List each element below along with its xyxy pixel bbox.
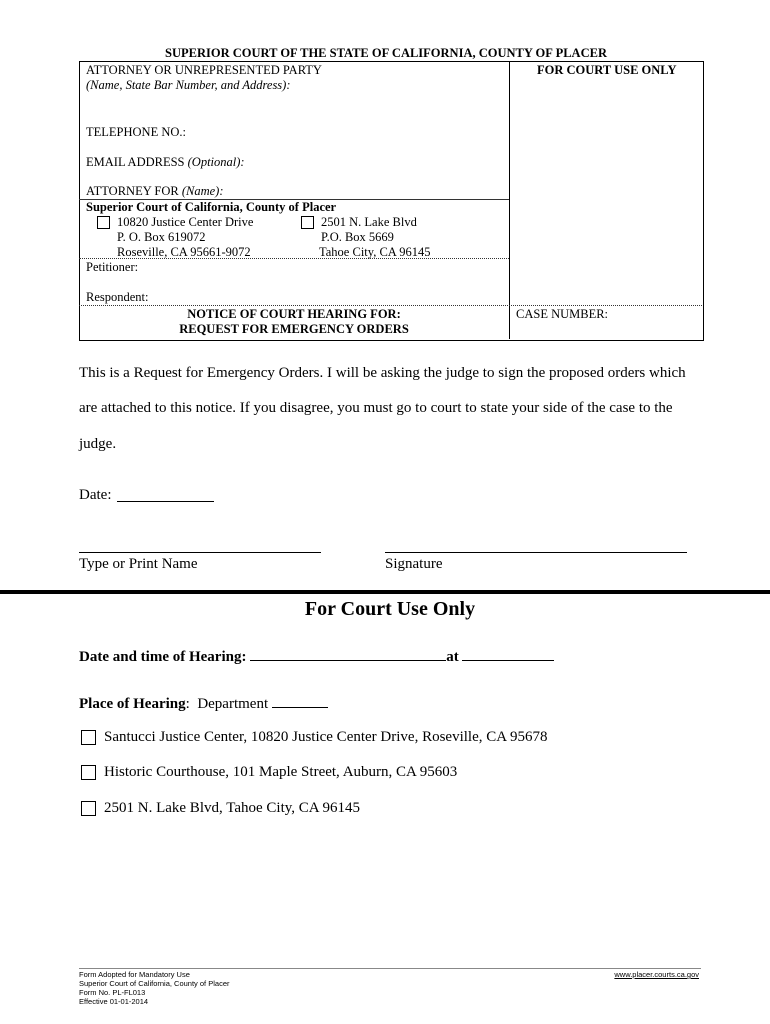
website-link[interactable]: www.placer.courts.ca.gov — [614, 970, 699, 979]
signature-label: Signature — [385, 556, 443, 572]
loc2-line: 2501 N. Lake Blvd — [321, 215, 417, 229]
loc1-line: Roseville, CA 95661-9072 — [117, 245, 251, 259]
section-divider — [0, 590, 770, 594]
divider — [79, 305, 702, 306]
court-use-label: FOR COURT USE ONLY — [537, 63, 677, 77]
case-number-label: CASE NUMBER: — [516, 307, 609, 321]
loc1-line: P. O. Box 619072 — [117, 230, 206, 244]
hearing-time-field[interactable] — [462, 646, 554, 661]
court-section-title: For Court Use Only — [304, 598, 476, 620]
print-name-label: Type or Print Name — [79, 556, 198, 572]
divider — [509, 61, 510, 339]
attorney-for-label: ATTORNEY FOR (Name): — [86, 184, 224, 198]
checkbox-auburn[interactable] — [81, 765, 96, 780]
notice-title: REQUEST FOR EMERGENCY ORDERS — [179, 322, 409, 336]
petitioner-label: Petitioner: — [86, 260, 139, 274]
body-text: are attached to this notice. If you disagree, you must go to court to state your side of the case to the — [79, 400, 673, 416]
footer-rule — [79, 968, 701, 969]
checkbox-tahoe[interactable] — [301, 216, 314, 229]
location-option: 2501 N. Lake Blvd, Tahoe City, CA 96145 — [104, 800, 361, 816]
attorney-label: ATTORNEY OR UNREPRESENTED PARTY — [86, 63, 322, 77]
location-option: Santucci Justice Center, 10820 Justice Center Drive, Roseville, CA 95678 — [104, 729, 548, 745]
date-label: Date: — [79, 487, 112, 503]
footer-info: Form Adopted for Mandatory Use Superior Court of California, County of Placer Form No. PL-FL013 Effective 01-01-2014 — [79, 970, 230, 1006]
court-name: Superior Court of California, County of Placer — [86, 200, 337, 214]
loc2-line: P.O. Box 5669 — [321, 230, 394, 244]
checkbox-santucci[interactable] — [81, 730, 96, 745]
loc2-line: Tahoe City, CA 96145 — [319, 245, 431, 259]
attorney-sub: (Name, State Bar Number, and Address): — [86, 78, 291, 92]
loc1-line: 10820 Justice Center Drive — [117, 215, 254, 229]
checkbox-roseville[interactable] — [97, 216, 110, 229]
location-option: Historic Courthouse, 101 Maple Street, Auburn, CA 95603 — [104, 764, 458, 780]
checkbox-tahoe-city[interactable] — [81, 801, 96, 816]
email-label: EMAIL ADDRESS (Optional): — [86, 155, 245, 169]
telephone-label: TELEPHONE NO.: — [86, 125, 186, 139]
respondent-label: Respondent: — [86, 290, 149, 304]
court-title: SUPERIOR COURT OF THE STATE OF CALIFORNIA, COUNTY OF PLACER — [165, 46, 607, 60]
hearing-row: Date and time of Hearing: at — [79, 646, 554, 666]
notice-title: NOTICE OF COURT HEARING FOR: — [187, 307, 401, 321]
body-text: judge. — [79, 436, 117, 452]
date-field[interactable] — [117, 486, 214, 502]
department-field[interactable] — [272, 693, 328, 708]
signature-field[interactable] — [385, 537, 687, 553]
place-row: Place of Hearing: Department — [79, 693, 328, 713]
body-text: This is a Request for Emergency Orders. I will be asking the judge to sign the proposed orders which — [79, 365, 686, 381]
print-name-field[interactable] — [79, 537, 321, 553]
hearing-date-field[interactable] — [250, 646, 446, 661]
